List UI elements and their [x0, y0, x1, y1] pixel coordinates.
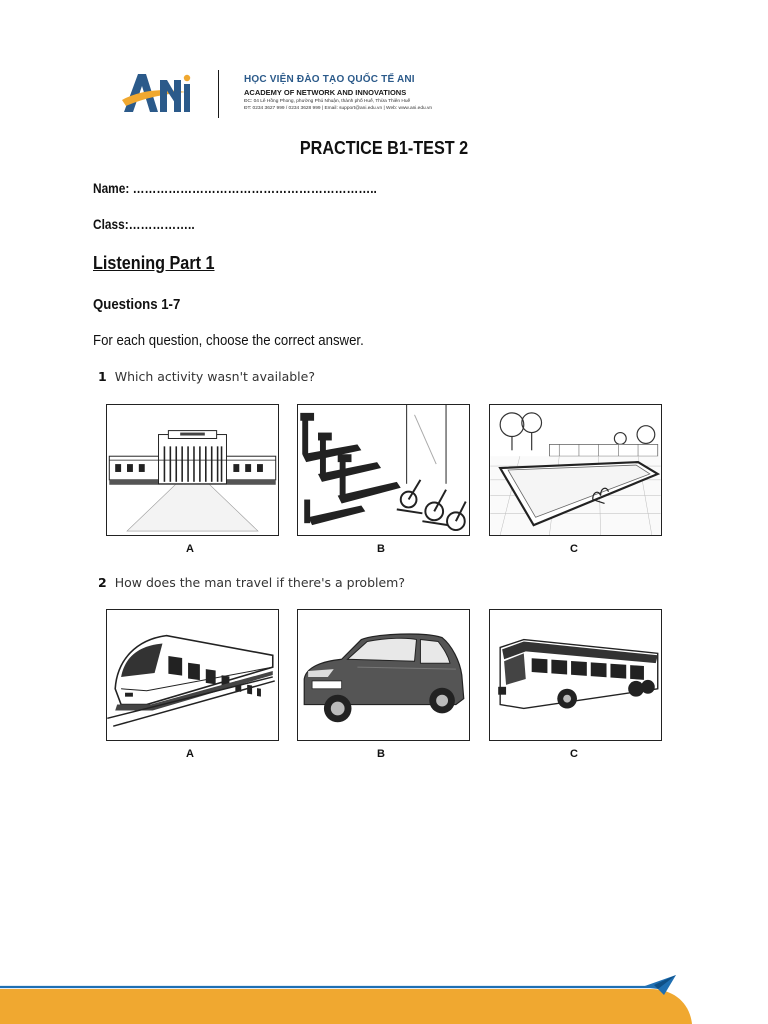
swimming-pool-icon — [490, 405, 661, 535]
instruction-text: For each question, choose the correct answer. — [93, 332, 364, 349]
paper-plane-icon — [642, 973, 678, 997]
question-number: 1 — [98, 369, 107, 384]
question-number: 2 — [98, 575, 107, 590]
section-heading: Listening Part 1 — [93, 253, 215, 273]
header-logo-block — [122, 70, 502, 122]
option-picture-pool[interactable] — [489, 404, 662, 536]
org-address: ĐC: 04 Lê Hồng Phong, phường Phú Nhuận, thành phố Huế, Thừa Thiên Huế — [244, 99, 411, 104]
option-picture-museum[interactable] — [106, 404, 279, 536]
option-letter: A — [186, 748, 194, 760]
option-picture-train[interactable] — [106, 609, 279, 741]
option-letter: A — [186, 543, 194, 555]
bus-icon — [490, 610, 661, 740]
option-letter: B — [377, 748, 385, 760]
option-picture-bus[interactable] — [489, 609, 662, 741]
option-letter: B — [377, 543, 385, 555]
class-field: Class:…………….. — [93, 217, 195, 232]
car-icon — [298, 610, 469, 740]
option-picture-car[interactable] — [297, 609, 470, 741]
name-field: Name: …………………………………………………….. — [93, 181, 377, 196]
option-letter: C — [570, 543, 578, 555]
org-name-en: ACADEMY OF NETWORK AND INNOVATIONS — [244, 88, 407, 97]
question-text: How does the man travel if there's a problem? — [114, 575, 405, 590]
option-letter: C — [570, 748, 578, 760]
question-2 — [98, 575, 405, 590]
org-info — [244, 74, 504, 111]
gym-equipment-icon — [298, 405, 469, 535]
page-title: PRACTICE B1-TEST 2 — [299, 138, 469, 158]
option-picture-gym[interactable] — [297, 404, 470, 536]
org-name-vi: HỌC VIỆN ĐÀO TẠO QUỐC TẾ ANI — [244, 74, 415, 85]
question-1 — [98, 369, 315, 384]
ani-logo-icon — [122, 70, 192, 116]
question-text: Which activity wasn't available? — [114, 369, 315, 384]
questions-range: Questions 1-7 — [93, 296, 181, 313]
logo-divider — [218, 70, 219, 118]
org-contact: ĐT: 0234 3627 999 / 0234 3628 999 | Email: support@ani.edu.vn | Web: www.ani.edu.vn — [244, 106, 433, 111]
train-icon — [107, 610, 278, 740]
museum-building-icon — [107, 405, 278, 535]
